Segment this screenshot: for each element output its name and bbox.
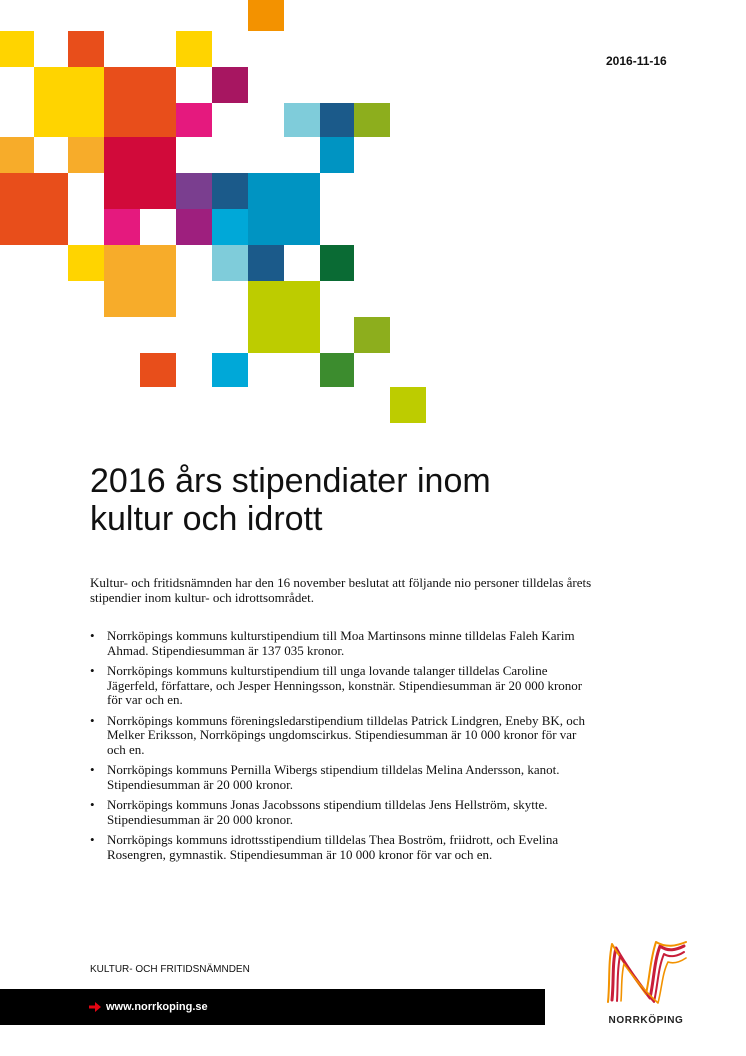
list-item-text: Norrköpings kommuns idrottsstipendium tilldelas Thea Boström, friidrott, och Evelina Rosengren, gymnastik. Stipendiesumman är 10 000 kronor för var och en. <box>107 832 559 862</box>
mosaic-tile <box>0 173 68 245</box>
list-item <box>90 664 590 708</box>
list-item <box>90 629 590 658</box>
mosaic-tile <box>390 387 426 423</box>
mosaic-tile <box>176 103 212 137</box>
mosaic-tile <box>320 137 354 173</box>
mosaic-tile <box>212 67 248 103</box>
bullet-icon: • <box>90 663 95 678</box>
list-item-text: Norrköpings kommuns kulturstipendium till Moa Martinsons minne tilldelas Faleh Karim Ahmad. Stipendiesumman är 137 035 kronor. <box>107 628 575 658</box>
mosaic-tile <box>248 245 284 281</box>
mosaic-tile <box>176 209 212 245</box>
list-item-text: Norrköpings kommuns Pernilla Wibergs stipendium tilldelas Melina Andersson, kanot. Stipendiesumman är 20 000 kronor. <box>107 762 560 792</box>
mosaic-tile <box>248 281 320 353</box>
mosaic-tile <box>0 31 34 67</box>
page-title <box>90 462 650 538</box>
mosaic-tile <box>140 353 176 387</box>
title-line: kultur och idrott <box>90 500 323 538</box>
mosaic-tile <box>284 103 320 137</box>
bullet-icon: • <box>90 762 95 777</box>
norrkoping-logo-text: NORRKÖPING <box>608 1015 684 1026</box>
list-item-text: Norrköpings kommuns föreningsledarstipendium tilldelas Patrick Lindgren, Eneby BK, och Melker Eriksson, Norrköpings ungdomscirkus. Stipendiesumman är 10 000 kronor för var och en. <box>107 712 586 757</box>
title-line: 2016 års stipendiater inom <box>90 462 491 500</box>
website-link[interactable]: www.norrkoping.se <box>106 1001 208 1013</box>
mosaic-tile <box>354 103 390 137</box>
intro-paragraph: Kultur- och fritidsnämnden har den 16 november beslutat att följande nio personer tilldelas årets stipendier inom kultur- och idrottsområdet. <box>90 575 592 605</box>
mosaic-tile <box>248 0 284 31</box>
mosaic-tile <box>320 353 354 387</box>
mosaic-tile <box>320 103 354 137</box>
norrkoping-logo-icon <box>604 940 688 1004</box>
mosaic-tile <box>176 31 212 67</box>
bullet-icon: • <box>90 628 95 643</box>
mosaic-tile <box>212 353 248 387</box>
mosaic-tile <box>34 67 104 137</box>
mosaic-tile <box>248 173 320 245</box>
mosaic-tile <box>68 137 104 173</box>
scholarship-list <box>90 629 590 868</box>
list-item <box>90 833 590 862</box>
document-date: 2016-11-16 <box>606 54 667 68</box>
bullet-icon: • <box>90 797 95 812</box>
list-item <box>90 798 590 827</box>
list-item <box>90 714 590 758</box>
footer-bar <box>0 989 545 1025</box>
mosaic-tile <box>68 31 104 67</box>
mosaic-tile <box>104 137 176 209</box>
list-item-text: Norrköpings kommuns kulturstipendium till unga lovande talanger tilldelas Caroline Jägerfeld, författare, och Jesper Henningsson, konstnär. Stipendiesumman är 20 000 kronor för var och en. <box>107 663 583 707</box>
mosaic-tile <box>320 245 354 281</box>
mosaic-tile <box>68 245 104 281</box>
bullet-icon: • <box>90 712 95 728</box>
list-item <box>90 763 590 792</box>
list-item-text: Norrköpings kommuns Jonas Jacobssons stipendium tilldelas Jens Hellström, skytte. Stipendiesumman är 20 000 kronor. <box>107 797 548 827</box>
mosaic-tile <box>104 67 176 137</box>
mosaic-tile <box>212 245 248 281</box>
color-mosaic-graphic <box>0 0 440 430</box>
arrow-right-icon <box>88 1000 102 1014</box>
bullet-icon: • <box>90 832 95 847</box>
mosaic-tile <box>212 173 248 209</box>
mosaic-tile <box>354 317 390 353</box>
mosaic-tile <box>104 209 140 245</box>
mosaic-tile <box>212 209 248 245</box>
mosaic-tile <box>0 137 34 173</box>
department-label: KULTUR- OCH FRITIDSNÄMNDEN <box>90 964 250 975</box>
mosaic-tile <box>176 173 212 209</box>
mosaic-tile <box>104 245 176 317</box>
